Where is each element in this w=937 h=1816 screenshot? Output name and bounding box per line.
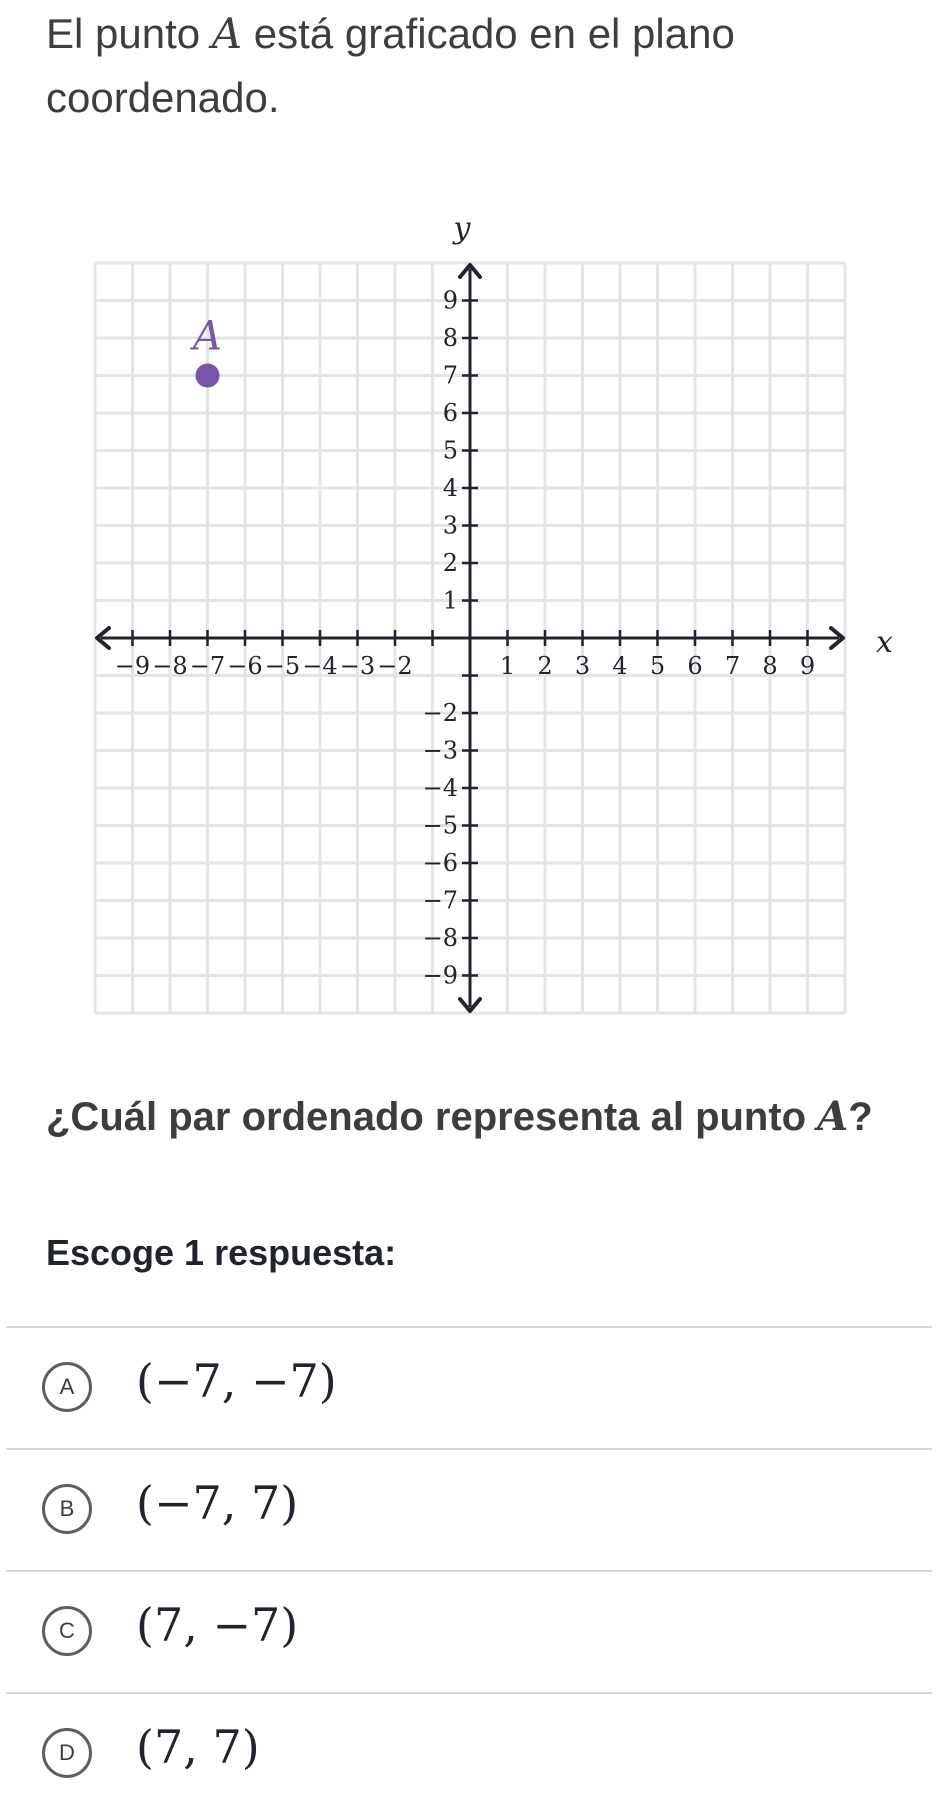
choice-b-letter-bubble: B — [42, 1484, 92, 1534]
y-tick-label: 8 — [442, 324, 458, 352]
y-tick-label: 2 — [442, 549, 458, 577]
choice-d[interactable] — [6, 1694, 932, 1814]
y-tick-label: 4 — [442, 474, 458, 502]
choice-a[interactable] — [6, 1328, 932, 1448]
x-tick-label: −2 — [377, 652, 413, 680]
y-tick-label: 6 — [442, 399, 458, 427]
choice-d-letter-bubble: D — [42, 1728, 92, 1778]
y-tick-label: 3 — [442, 511, 458, 540]
y-tick-label: 5 — [442, 436, 458, 465]
prompt-point-variable: A — [211, 9, 243, 58]
choice-d-text: (7, 7) — [136, 1720, 260, 1774]
y-tick-label: −7 — [422, 886, 458, 915]
x-tick-label: −3 — [339, 652, 376, 680]
point-a-label: A — [193, 313, 222, 360]
question-text-start: ¿Cuál par ordenado representa al punto — [46, 1095, 818, 1139]
x-tick-label: 2 — [537, 652, 553, 680]
problem-prompt — [46, 2, 846, 130]
y-tick-label: −6 — [422, 849, 458, 877]
prompt-text-start: El punto — [46, 10, 212, 57]
x-axis-label: x — [876, 625, 893, 660]
x-tick-label: 8 — [762, 652, 778, 680]
x-tick-label: 9 — [799, 652, 816, 680]
x-tick-label: −5 — [264, 652, 301, 680]
y-tick-label: −8 — [422, 924, 458, 952]
y-tick-label: −5 — [422, 811, 458, 840]
y-tick-label: −9 — [422, 961, 458, 990]
x-tick-label: −9 — [114, 652, 151, 680]
choice-c[interactable] — [6, 1572, 932, 1692]
question-text — [46, 1090, 926, 1144]
choice-c-letter-bubble: C — [42, 1606, 92, 1656]
choice-b-text: (−7, 7) — [136, 1476, 299, 1530]
x-tick-label: 3 — [574, 652, 591, 680]
x-tick-label: 5 — [649, 652, 666, 680]
coordinate-plane — [0, 200, 937, 1030]
x-tick-label: −8 — [152, 652, 188, 680]
question-point-variable: A — [817, 1093, 849, 1140]
choice-a-text: (−7, −7) — [136, 1354, 337, 1408]
y-tick-label: 7 — [442, 361, 458, 390]
y-tick-label: −2 — [422, 699, 458, 727]
choice-b[interactable] — [6, 1450, 932, 1570]
point-a-dot — [196, 364, 220, 388]
x-tick-label: −7 — [189, 652, 226, 680]
y-tick-label: 1 — [442, 586, 458, 615]
y-axis-label: y — [453, 211, 471, 246]
x-tick-label: 6 — [687, 652, 703, 680]
y-tick-label: −4 — [422, 774, 458, 802]
y-tick-label: −3 — [422, 736, 458, 765]
prompt-text-end: está graficado en el plano coordenado. — [46, 10, 735, 121]
x-tick-label: 1 — [499, 652, 516, 680]
y-tick-label: 9 — [442, 286, 458, 315]
choice-a-letter-bubble: A — [42, 1362, 92, 1412]
x-tick-label: 4 — [612, 652, 628, 680]
x-tick-label: −4 — [302, 652, 338, 680]
question-text-end: ? — [848, 1095, 873, 1139]
x-tick-label: −6 — [227, 652, 263, 680]
choose-label: Escoge 1 respuesta: — [46, 1232, 397, 1273]
choice-c-text: (7, −7) — [136, 1598, 299, 1652]
x-tick-label: 7 — [724, 652, 741, 680]
